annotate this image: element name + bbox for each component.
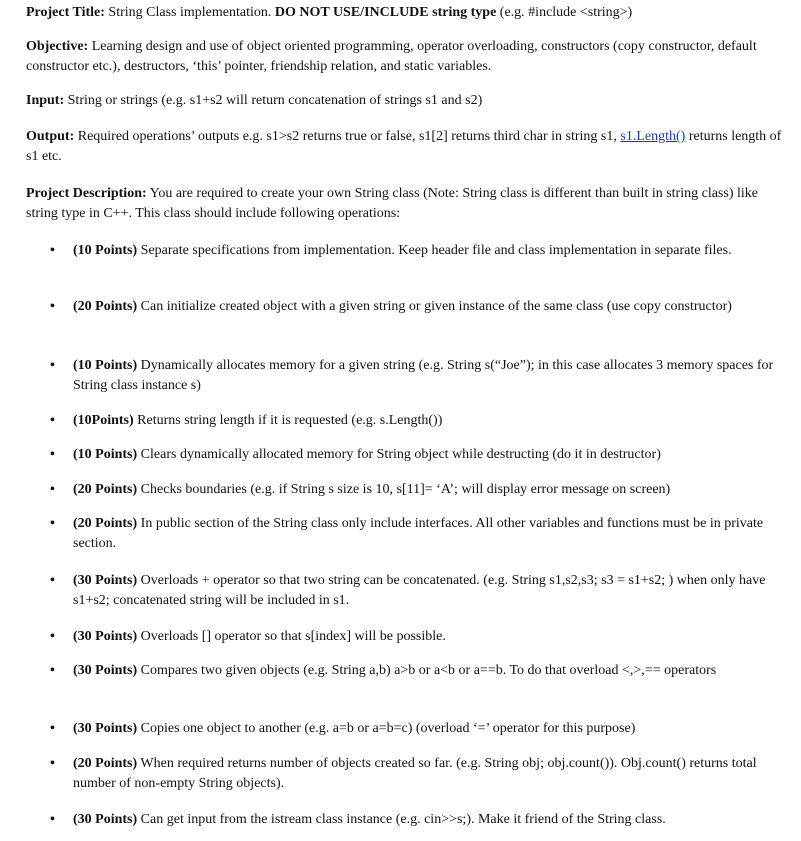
description-text: You are required to create your own String class (Note: String class is different than built in string class) like string type in C++. This class should include following operations:	[26, 186, 758, 221]
requirement-points: (30 Points)	[73, 721, 138, 736]
requirement-text	[73, 627, 783, 647]
requirement-text	[73, 719, 783, 739]
requirement-text	[73, 297, 783, 317]
input-paragraph	[26, 91, 786, 111]
requirement-text	[73, 480, 783, 500]
requirement-text	[73, 445, 783, 465]
requirement-points: (10 Points)	[73, 447, 138, 462]
objective-paragraph	[26, 37, 786, 77]
requirement-text	[73, 571, 783, 611]
output-label: Output:	[26, 129, 75, 144]
requirement-description: When required returns number of objects created so far. (e.g. String obj; obj.count()). Obj.count() returns total number of non-empty String objects).	[73, 756, 757, 791]
project-title-label: Project Title:	[26, 5, 105, 20]
requirement-description: Compares two given objects (e.g. String a,b) a>b or a<b or a==b. To do that overload <,>,== operators	[140, 663, 717, 678]
output-text-a: Required operations’ outputs e.g. s1>s2 returns true or false, s1[2] returns third char in string s1,	[77, 129, 617, 144]
project-title-text: String Class implementation.	[108, 5, 272, 20]
requirement-description: Can initialize created object with a given string or given instance of the same class (use copy constructor)	[140, 299, 732, 314]
bullet-icon: •	[50, 721, 55, 736]
output-text-c: returns length of s1 etc.	[26, 129, 782, 164]
bullet-icon: •	[50, 573, 55, 588]
requirement-points: (30 Points)	[73, 629, 138, 644]
requirement-description: Dynamically allocates memory for a given string (e.g. String s(“Joe”); in this case allocates 3 memory spaces for String class instance s)	[73, 358, 774, 393]
requirement-description: Separate specifications from implementation. Keep header file and class implementation in separate files.	[140, 243, 732, 258]
requirement-description: Clears dynamically allocated memory for String object while destructing (do it in destructor)	[140, 447, 661, 462]
bullet-icon: •	[50, 299, 55, 314]
requirement-points: (20 Points)	[73, 482, 138, 497]
requirement-text	[73, 411, 783, 431]
requirement-text	[73, 356, 783, 396]
requirement-points: (10 Points)	[73, 243, 138, 258]
description-label: Project Description:	[26, 186, 147, 201]
output-paragraph	[26, 127, 786, 167]
requirement-points: (10Points)	[73, 413, 134, 428]
bullet-icon: •	[50, 358, 55, 373]
requirement-text	[73, 241, 783, 261]
requirement-points: (30 Points)	[73, 573, 138, 588]
bullet-icon: •	[50, 812, 55, 827]
bullet-icon: •	[50, 413, 55, 428]
requirement-points: (20 Points)	[73, 756, 138, 771]
requirement-description: Overloads [] operator so that s[index] will be possible.	[140, 629, 446, 644]
input-label: Input:	[26, 93, 65, 108]
requirement-description: Copies one object to another (e.g. a=b or a=b=c) (overload ‘=’ operator for this purpose)	[140, 721, 636, 736]
bullet-icon: •	[50, 482, 55, 497]
project-title-note: (e.g. #include <string>)	[499, 5, 633, 20]
requirement-description: Overloads + operator so that two string can be concatenated. (e.g. String s1,s2,s3; s3 = s1+s2; ) when only have s1+s2; concatenated string will be included in s1.	[73, 573, 766, 608]
requirement-points: (30 Points)	[73, 663, 138, 678]
bullet-icon: •	[50, 756, 55, 771]
requirement-text	[73, 810, 783, 830]
input-text: String or strings (e.g. s1+s2 will return concatenation of strings s1 and s2)	[67, 93, 483, 108]
output-length-call: s1.Length()	[620, 129, 686, 144]
requirement-text	[73, 661, 783, 681]
requirement-points: (20 Points)	[73, 299, 138, 314]
bullet-icon: •	[50, 243, 55, 258]
bullet-icon: •	[50, 629, 55, 644]
requirement-description: In public section of the String class only include interfaces. All other variables and functions must be in private section.	[73, 516, 764, 551]
project-title-line	[26, 3, 786, 23]
bullet-icon: •	[50, 447, 55, 462]
objective-text: Learning design and use of object oriented programming, operator overloading, constructors (copy constructor, default constructor etc.), destructors, ‘this’ pointer, friendship relation, and static variables.	[26, 39, 757, 74]
objective-label: Objective:	[26, 39, 89, 54]
bullet-icon: •	[50, 516, 55, 531]
requirement-points: (20 Points)	[73, 516, 138, 531]
requirement-text	[73, 514, 783, 554]
requirement-description: Checks boundaries (e.g. if String s size is 10, s[11]= ‘A’; will display error message on screen)	[140, 482, 671, 497]
description-paragraph	[26, 184, 786, 224]
requirement-text	[73, 754, 783, 794]
requirement-points: (30 Points)	[73, 812, 138, 827]
project-title-warning: DO NOT USE/INCLUDE string type	[274, 5, 497, 20]
bullet-icon: •	[50, 663, 55, 678]
requirement-description: Returns string length if it is requested (e.g. s.Length())	[137, 413, 443, 428]
requirement-points: (10 Points)	[73, 358, 138, 373]
requirement-description: Can get input from the istream class instance (e.g. cin>>s;). Make it friend of the String class.	[140, 812, 666, 827]
